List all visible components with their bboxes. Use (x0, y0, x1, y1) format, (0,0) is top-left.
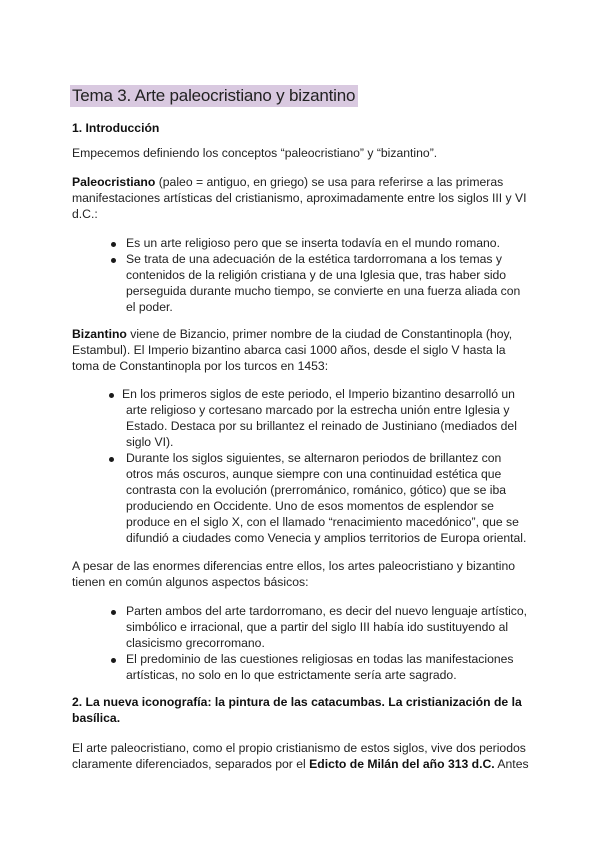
bullet-dot (111, 610, 116, 615)
bullet-dot (111, 658, 116, 663)
common-bullet-2-line-2: artísticas, no solo en lo que estrictamente sería arte sagrado. (126, 668, 457, 682)
document-title: Tema 3. Arte paleocristiano y bizantino (70, 85, 358, 107)
common-line-2: tienen en común algunos aspectos básicos: (72, 575, 309, 589)
biz-bullet-1-line-3: Estado. Destaca por su brillantez el reinado de Justiniano (mediados del (126, 419, 517, 433)
common-line-1: A pesar de las enormes diferencias entre ellos, los artes paleocristiano y bizantino (72, 559, 516, 573)
common-bullet-2-line-1: El predominio de las cuestiones religiosas en todas las manifestaciones (126, 652, 514, 666)
bullet-dot (109, 457, 114, 462)
section-1-heading: 1. Introducción (72, 121, 160, 135)
biz-term: Bizantino (72, 327, 127, 341)
biz-line-1: Bizantino viene de Bizancio, primer nombre de la ciudad de Constantinopla (hoy, (72, 327, 513, 341)
paleo-bullet-1: Es un arte religioso pero que se inserta todavía en el mundo romano. (126, 236, 500, 250)
paleo-bullet-2-line-1: Se trata de una adecuación de la estética tardorromana a los temas y (126, 252, 503, 266)
paleo-bullet-2-line-3: perseguida durante mucho tiempo, se convierte en una fuerza aliada con (126, 284, 521, 298)
paleo-bullet-2-line-2: contenidos de la religión cristiana y de una Iglesia que, tras haber sido (126, 268, 507, 282)
bullet-dot (111, 242, 116, 247)
biz-bullet-2-line-4: produciendo en Occidente. Uno de esos momentos de esplendor se (126, 499, 494, 513)
biz-line-3: toma de Constantinopla por los turcos en 1453: (72, 359, 329, 373)
intro-paragraph: Empecemos definiendo los conceptos “paleocristiano” y “bizantino”. (72, 146, 438, 160)
bullet-dot (109, 393, 114, 398)
paleo-term: Paleocristiano (72, 175, 156, 189)
biz-bullet-2-line-2: otros más oscuros, aunque siempre con una continuidad estética que (126, 467, 502, 481)
biz-bullet-1-line-1: En los primeros siglos de este periodo, el Imperio bizantino desarrolló un (122, 387, 515, 401)
paleo-line-2: manifestaciones artísticas del cristianismo, aproximadamente entre los siglos III y VI (72, 191, 527, 205)
section-2-heading-line-2: basílica. (72, 711, 121, 725)
paleo-line-3: d.C.: (72, 207, 98, 221)
paleo-bullet-2-line-4: el poder. (126, 300, 173, 314)
biz-bullet-2-line-1: Durante los siglos siguientes, se alternaron periodos de brillantez con (126, 451, 502, 465)
biz-bullet-2-line-5: produce en el siglo X, con el llamado “renacimiento macedónico”, que se (126, 515, 519, 529)
biz-bullet-1-line-4: siglo VI). (126, 435, 174, 449)
common-bullet-1-line-3: clasicismo grecorromano. (126, 636, 265, 650)
section-2-heading-line-1: 2. La nueva iconografía: la pintura de las catacumbas. La cristianización de la (72, 695, 522, 709)
paleo-line-1: Paleocristiano (paleo = antiguo, en griego) se usa para referirse a las primeras (72, 175, 504, 189)
biz-bullet-2-line-6: difundió a ciudades como Venecia y amplios territorios de Europa oriental. (126, 531, 527, 545)
biz-bullet-2-line-3: contrasta con la evolución (prerrománico, románico, gótico) que se iba (126, 483, 507, 497)
bullet-dot (111, 258, 116, 263)
section-2-line-1: El arte paleocristiano, como el propio cristianismo de estos siglos, vive dos periodos (72, 741, 526, 755)
biz-bullet-1-line-2: arte religioso y cortesano marcado por la estrecha unión entre Iglesia y (126, 403, 510, 417)
biz-line-2: Estambul). El Imperio bizantino abarca casi 1000 años, desde el siglo V hasta la (72, 343, 506, 357)
edicto-milan: Edicto de Milán del año 313 d.C. (309, 757, 495, 771)
section-2-line-2: claramente diferenciados, separados por el Edicto de Milán del año 313 d.C. Antes (72, 757, 529, 771)
common-bullet-1-line-1: Parten ambos del arte tardorromano, es decir del nuevo lenguaje artístico, (126, 604, 528, 618)
common-bullet-1-line-2: simbólico e irracional, que a partir del siglo III había ido sustituyendo al (126, 620, 509, 634)
